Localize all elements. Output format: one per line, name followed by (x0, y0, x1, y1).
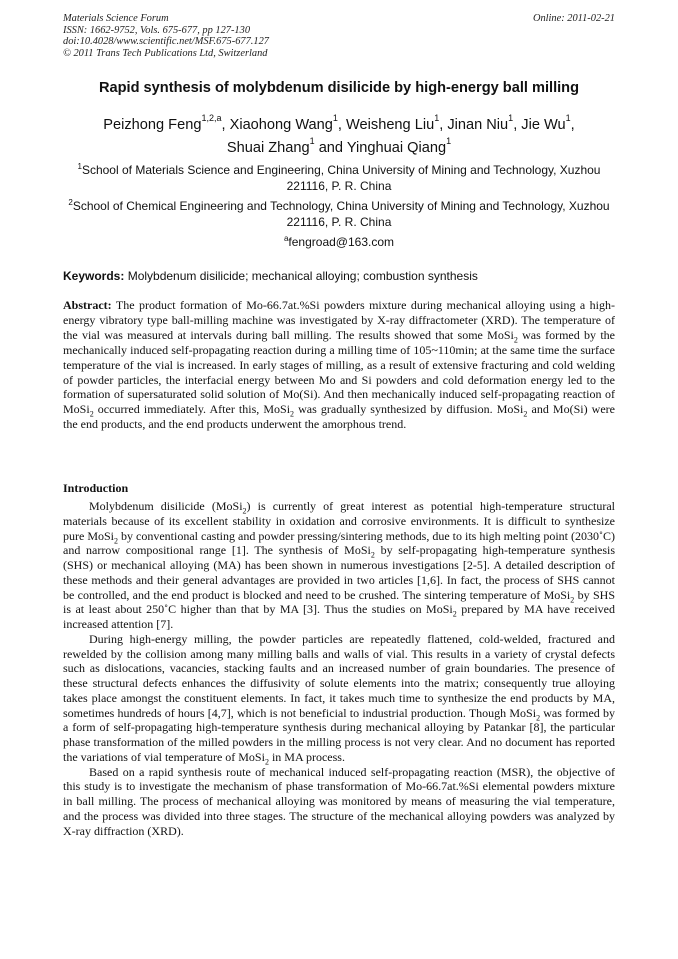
paragraph: During high-energy milling, the powder particles are repeatedly flattened, cold-welded, fractured and rewelded by the collision among many milling balls and walls of vial. This results in a variety of crystal defects such as dislocations, vacancies, stacking faults and an increased number of grain boundaries. The presence of these structural defects enhances the diffusivity of solute elements into the matrix; consequently true alloying takes place amongst the constituent elements. In fact, it takes much time to synthesize the end products by MA, sometimes hundreds of hours [4,7], which is not beneficial to industrial production. Though MoSi$_2$ was formed by a form of self-propagating high-temperature synthesis during mechanical alloying by Patankar [8], the particular phase transformation of the milled powders in the milling process is not very clear. And no document has reported the variations of vial temperature of MoSi$_2$ in MA process. (63, 631, 615, 767)
abstract: Abstract: The product formation of Mo-66.7at.%Si powders mixture during mechanical alloying using a high-energy vibratory type ball-milling machine was investigated by X-ray diffractometer (XRD). The temperature of the vial was measured at intervals during ball milling. The results showed that some MoSi$_2$ was formed by the mechanically induced self-propagating reaction during a milling time of 105~110min; at the same time the surface temperature of the vial is increased. In early stages of milling, as a result of extensive fracturing and cold welding of powder particles, the interfacial energy between Mo and Si powders and cold deformation energy led to the formation of supersaturated solid solution of Mo(Si). And then mechanically induced self-propagating reaction of MoSi$_2$ occurred immediately. After this, MoSi$_2$ was gradually synthesized by diffusion. MoSi$_2$ and Mo(Si) were the end products, and the end products underwent the amorphous trend. (63, 298, 615, 432)
online-date: Online: 2011-02-21 (532, 13, 615, 24)
author-name: Weisheng Liu (346, 117, 435, 133)
author-sup: 1,2,a (201, 113, 222, 124)
introduction-body (63, 499, 615, 838)
author-sup: 1 (332, 113, 338, 124)
issn-line: ISSN: 1662-9752, Vols. 675-677, pp 127-130 (63, 24, 251, 36)
paper-title: Rapid synthesis of molybdenum disilicide by high-energy ball milling (98, 80, 580, 96)
author-sup: 1 (309, 136, 315, 147)
affiliation-2: $^2$School of Chemical Engineering and Technology, China University of Mining and Technology, Xuzhou 221116, P. R. China (68, 198, 610, 229)
doi-line: doi:10.4028/www.scientific.net/MSF.675-677.127 (63, 36, 269, 48)
author-name: Shuai Zhang (226, 140, 310, 156)
keywords-label: Keywords: (63, 269, 125, 283)
abstract-label: Abstract: (63, 298, 112, 312)
copyright-line: © 2011 Trans Tech Publications Ltd, Switzerland (63, 47, 268, 59)
author-sup: 1 (446, 136, 452, 147)
affiliation-1: $^1$School of Materials Science and Engineering, China University of Mining and Technology, Xuzhou 221116, P. R. China (77, 162, 601, 193)
author-sup: 1 (434, 113, 440, 124)
journal-name: Materials Science Forum (63, 13, 169, 24)
author-name: Yinghuai Qiang (346, 140, 447, 156)
author-name: Jinan Niu (447, 117, 509, 133)
author-sup: 1 (508, 113, 514, 124)
author-name: Peizhong Feng (103, 117, 202, 133)
author-sup: 1 (565, 113, 571, 124)
page-header (63, 13, 615, 59)
keywords (63, 269, 615, 283)
paragraph: Based on a rapid synthesis route of mechanical induced self-propagating reaction (MSR), the objective of this study is to investigate the mechanism of phase transformation of Mo-66.7at.%Si elemental powders mixture in ball milling. The process of mechanical alloying was monitored by means of measuring the vial temperature, and the process was divided into three stages. The structure of the mechanical alloying powders was analyzed by X-ray diffraction (XRD). (63, 764, 615, 838)
author-email: $^a$fengroad@163.com (283, 234, 395, 249)
paragraph: Molybdenum disilicide (MoSi$_2$) is currently of great interest as potential high-temperature structural materials because of its excellent stability in oxidation and corrosive environments. It is difficult to synthesize pure MoSi$_2$ by conventional casting and powder pressing/sintering methods, due to its high melting point (2030˚C) and narrow compositional range [1]. The synthesis of MoSi$_2$ by self-propagating high-temperature synthesis (SHS) or mechanical alloying (MA) has been shown in numerous investigations [2-5]. A detailed description of these methods and their general advantages are provided in two articles [1,6]. In fact, the process of SHS cannot be controlled, and the end product is blocked and need to be crushed. The sintering temperature of MoSi$_2$ by SHS is at least about 250˚C higher than that by MA [3]. Thus the studies on MoSi$_2$ prepared by MA have received increased attention [7]. (63, 499, 616, 631)
keywords-text: Molybdenum disilicide; mechanical alloying; combustion synthesis (127, 269, 478, 283)
author-list: Peizhong Feng$^{1,2,a}$, Xiaohong Wang$^1$, Weisheng Liu$^1$, Jinan Niu$^1$, Jie Wu$^1$, Shuai Zhang$^1$ and Yinghuai Qiang$^1$ (103, 113, 575, 156)
author-name: Xiaohong Wang (229, 117, 333, 133)
author-name: Jie Wu (521, 117, 566, 133)
section-heading-introduction: Introduction (63, 481, 129, 495)
